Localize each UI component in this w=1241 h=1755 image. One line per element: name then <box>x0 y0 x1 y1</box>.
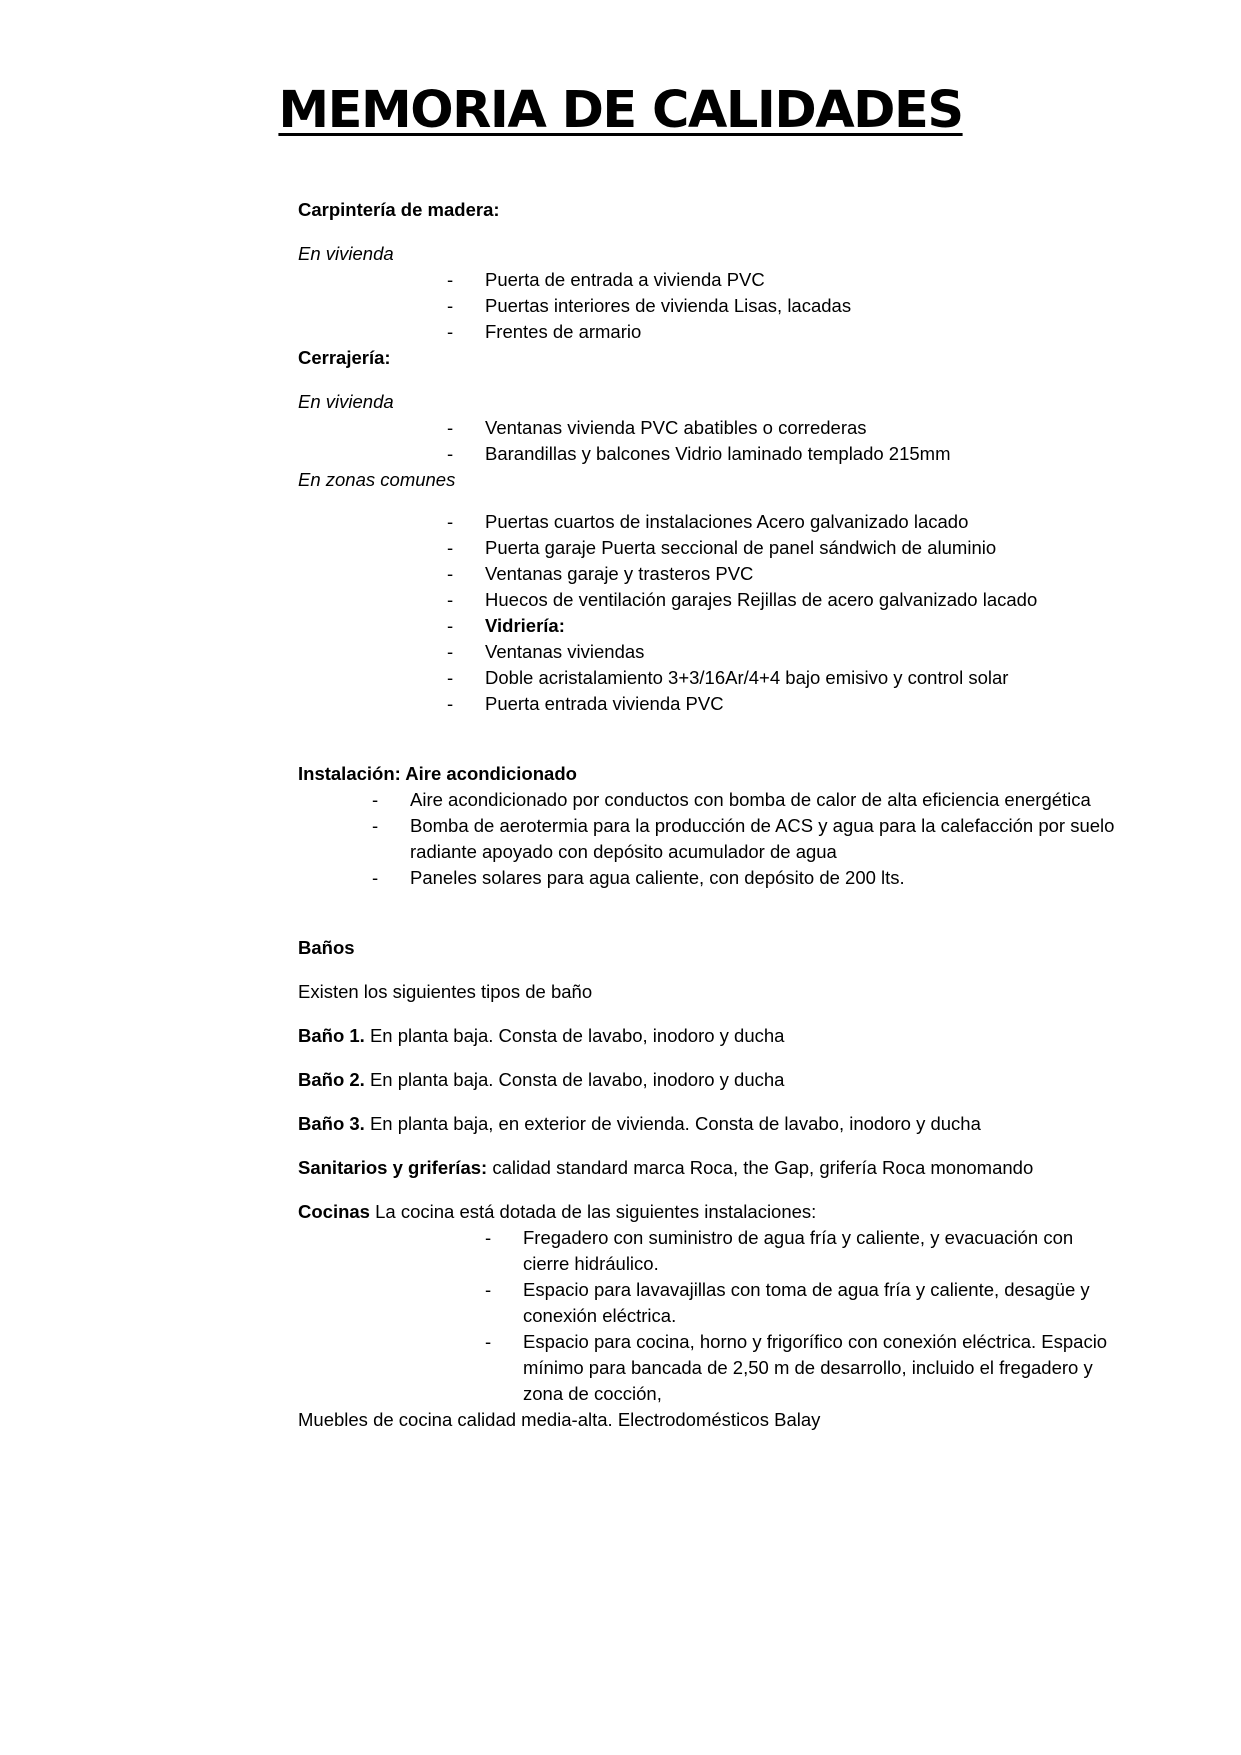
list-item-text: Puertas interiores de vivienda Lisas, lacadas <box>485 295 852 316</box>
dash-marker: - <box>447 667 454 688</box>
list-item <box>298 865 1178 891</box>
bano-2-label: Baño 2. <box>298 1069 365 1090</box>
list-item-text: Bomba de aerotermia para la producción de ACS y agua para la calefacción por suelo radiante apoyado con depósito acumulador de agua <box>410 815 1115 862</box>
dash-marker: - <box>372 867 379 888</box>
section-heading-instalacion: Instalación: Aire acondicionado <box>298 763 577 784</box>
dash-marker: - <box>447 615 454 636</box>
list-item <box>298 535 1178 561</box>
list-item <box>298 665 1178 691</box>
banos-intro: Existen los siguientes tipos de baño <box>298 981 593 1002</box>
list-cerrajeria-comunes <box>298 509 1178 717</box>
list-item-text-vidrieria: Vidriería: <box>485 615 565 636</box>
list-item <box>298 319 1178 345</box>
list-item-text: Fregadero con suministro de agua fría y caliente, y evacuación con cierre hidráulico. <box>523 1227 1074 1274</box>
list-item <box>298 691 1178 717</box>
cocinas-line <box>298 1199 1178 1225</box>
sanitarios-label: Sanitarios y griferías: <box>298 1157 488 1178</box>
dash-marker: - <box>447 511 454 532</box>
list-item-text: Ventanas vivienda PVC abatibles o correderas <box>485 417 867 438</box>
subheading-en-vivienda: En vivienda <box>298 391 394 412</box>
bano-2-text: En planta baja. Consta de lavabo, inodoro y ducha <box>364 1069 785 1090</box>
list-item <box>298 1329 1123 1407</box>
list-item-text: Doble acristalamiento 3+3/16Ar/4+4 bajo emisivo y control solar <box>485 667 1009 688</box>
dash-marker: - <box>485 1331 492 1352</box>
dash-marker: - <box>485 1227 492 1248</box>
dash-marker: - <box>447 537 454 558</box>
list-carpinteria <box>298 267 1178 345</box>
dash-marker: - <box>447 563 454 584</box>
muebles-line: Muebles de cocina calidad media-alta. Electrodomésticos Balay <box>298 1409 821 1430</box>
bano-1-line <box>298 1023 1178 1049</box>
list-item <box>298 813 1160 865</box>
subheading-en-vivienda: En vivienda <box>298 243 394 264</box>
dash-marker: - <box>447 295 454 316</box>
list-item <box>298 1277 1123 1329</box>
list-item <box>298 441 1178 467</box>
list-item <box>298 587 1178 613</box>
document-title <box>0 74 1241 148</box>
dash-marker: - <box>372 815 379 836</box>
list-item-text: Barandillas y balcones Vidrio laminado templado 215mm <box>485 443 951 464</box>
list-item <box>298 267 1178 293</box>
list-item <box>298 613 1178 639</box>
list-item-text: Espacio para cocina, horno y frigorífico con conexión eléctrica. Espacio mínimo para bancada de 2,50 m de desarrollo, incluido el fregadero y zona de cocción, <box>523 1331 1108 1404</box>
list-item-text: Espacio para lavavajillas con toma de agua fría y caliente, desagüe y conexión eléctrica. <box>523 1279 1090 1326</box>
list-item <box>298 509 1178 535</box>
dash-marker: - <box>447 693 454 714</box>
list-item <box>298 787 1178 813</box>
dash-marker: - <box>447 321 454 342</box>
list-item <box>298 639 1178 665</box>
cocinas-label: Cocinas <box>298 1201 370 1222</box>
subheading-zonas-comunes: En zonas comunes <box>298 469 456 490</box>
list-item-text: Puerta entrada vivienda PVC <box>485 693 724 714</box>
list-item-text: Puertas cuartos de instalaciones Acero galvanizado lacado <box>485 511 969 532</box>
list-item-text: Paneles solares para agua caliente, con depósito de 200 lts. <box>410 867 905 888</box>
dash-marker: - <box>447 641 454 662</box>
bano-3-label: Baño 3. <box>298 1113 365 1134</box>
list-item-text: Frentes de armario <box>485 321 642 342</box>
sanitarios-line <box>298 1155 1178 1181</box>
list-item-text: Ventanas viviendas <box>485 641 645 662</box>
list-item-text: Ventanas garaje y trasteros PVC <box>485 563 754 584</box>
dash-marker: - <box>447 269 454 290</box>
bano-2-line <box>298 1067 1178 1093</box>
dash-marker: - <box>447 589 454 610</box>
cocinas-text: La cocina está dotada de las siguientes instalaciones: <box>369 1201 817 1222</box>
section-heading-banos: Baños <box>298 937 355 958</box>
bano-1-text: En planta baja. Consta de lavabo, inodoro y ducha <box>364 1025 785 1046</box>
dash-marker: - <box>447 443 454 464</box>
list-item-text: Aire acondicionado por conductos con bomba de calor de alta eficiencia energética <box>410 789 1091 810</box>
list-item <box>298 561 1178 587</box>
list-item-text: Puerta garaje Puerta seccional de panel sándwich de aluminio <box>485 537 997 558</box>
document-body <box>298 197 1178 1433</box>
list-item <box>298 415 1178 441</box>
bano-3-text: En planta baja, en exterior de vivienda. Consta de lavabo, inodoro y ducha <box>364 1113 981 1134</box>
list-instalacion <box>298 787 1178 891</box>
list-cerrajeria-vivienda <box>298 415 1178 467</box>
dash-marker: - <box>447 417 454 438</box>
list-item-text: Huecos de ventilación garajes Rejillas de acero galvanizado lacado <box>485 589 1038 610</box>
dash-marker: - <box>485 1279 492 1300</box>
bano-3-line <box>298 1111 1178 1137</box>
document-title-text: MEMORIA DE CALIDADES <box>278 81 963 140</box>
list-item <box>298 293 1178 319</box>
section-heading-cerrajeria: Cerrajería: <box>298 347 391 368</box>
list-cocinas <box>298 1225 1178 1407</box>
bano-1-label: Baño 1. <box>298 1025 365 1046</box>
sanitarios-text: calidad standard marca Roca, the Gap, grifería Roca monomando <box>487 1157 1034 1178</box>
dash-marker: - <box>372 789 379 810</box>
list-item <box>298 1225 1123 1277</box>
section-heading-carpinteria: Carpintería de madera: <box>298 199 500 220</box>
list-item-text: Puerta de entrada a vivienda PVC <box>485 269 765 290</box>
